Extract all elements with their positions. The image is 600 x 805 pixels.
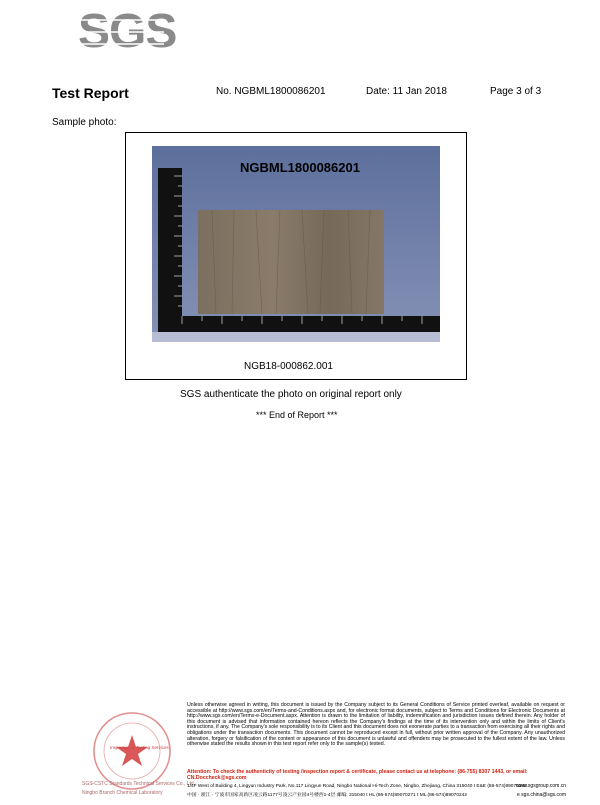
seal-line-2: Ningbo Branch Chemical Laboratory xyxy=(82,790,163,796)
footer-email: e sgs.china@sgs.com xyxy=(517,792,566,798)
sample-photo-label: Sample photo: xyxy=(52,117,117,128)
footer-disclaimer: Unless otherwise agreed in writing, this document is issued by the Company subject to its General Conditions of Service printed overleaf, available on request or accessible at http://www.sgs.com/en/Terms-and-Conditions.aspx and, for electronic format documents, subject to Terms and Conditions for Electronic Documents at http://www.sgs.com/en/Terms-e-Document.aspx. Attention is drawn to the limitation of liability, indemnification and jurisdiction issues defined therein. Any holder of this document is advised that information contained hereon reflects the Company's findings at the time of its intervention only and within the limits of Client's instructions, if any. The Company's sole responsibility is to its Client and this document does not exonerate parties to a transaction from exercising all their rights and obligations under the transaction documents. This document cannot be reproduced except in full, without prior written approval of the Company. Any unauthorized alteration, forgery or falsification of the content or appearance of this document is unlawful and offenders may be prosecuted to the fullest extent of the law. Unless otherwise stated the results shown in this test report refer only to the sample(s) tested. xyxy=(187,702,565,748)
report-title: Test Report xyxy=(52,85,129,101)
seal-label: Inspection & Testing Services xyxy=(110,745,169,750)
report-number: No. NGBML1800086201 xyxy=(216,86,326,97)
footer-attention: Attention: To check the authenticity of testing /inspection report & certificate, please contact us at telephone: (86-755) 8307 1443, or email: CN.Doccheck@sgs.com xyxy=(187,769,528,781)
logo-lines xyxy=(78,8,164,56)
page-number: Page 3 of 3 xyxy=(490,86,542,97)
footer-address-en: 1/4F West of Building 4, Lingyun Industry Park, No.117 Lingyun Road, Ningbo National Hi-Tech Zone, Ningbo, Zhejiang, China 315040 t E&E (86-574)89070249 xyxy=(187,784,527,789)
sgs-logo xyxy=(78,5,177,58)
seal-line-1: SGS-CSTC Standards Technical Services Co., Ltd. xyxy=(82,781,196,787)
end-of-report: *** End of Report *** xyxy=(256,410,338,420)
authenticate-note: SGS authenticate the photo on original report only xyxy=(180,389,402,400)
footer-web: www.sgsgroup.com.cn xyxy=(515,783,566,789)
logo-text: SGS xyxy=(78,5,177,58)
photo-caption: NGB18-000862.001 xyxy=(244,361,333,372)
sample-photo-graphic xyxy=(152,146,440,342)
report-date: Date: 11 Jan 2018 xyxy=(366,86,447,97)
footer-address-cn: 中国 · 浙江 · 宁波市国家高新区凌云路1177号凌云产业园4号楼西1-4层 邮编: 315040 t HL (86-574)89070271 t ML (86-574)89070242 xyxy=(187,793,468,798)
sample-photo xyxy=(152,146,440,342)
photo-sample-id: NGBML1800086201 xyxy=(240,160,360,175)
